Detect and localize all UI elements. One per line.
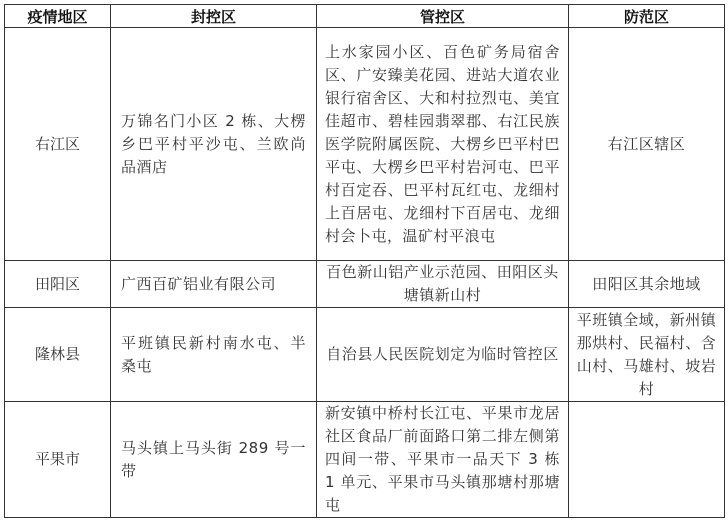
control-zone-cell: 自治县人民医院划定为临时管控区 [317, 308, 569, 402]
table-body [5, 28, 725, 518]
table-header [5, 5, 725, 28]
closed-zone-cell: 万锦名门小区 2 栋、大楞乡巴平村平沙屯、兰欧尚品酒店 [111, 28, 317, 261]
region-cell: 隆林县 [5, 308, 111, 402]
table-row [5, 261, 725, 308]
header-row [5, 5, 725, 28]
prevention-zone-cell: 田阳区其余地域 [569, 261, 725, 308]
closed-zone-cell: 广西百矿铝业有限公司 [111, 261, 317, 308]
prevention-zone-cell: 右江区辖区 [569, 28, 725, 261]
table-row [5, 402, 725, 518]
header-region: 疫情地区 [5, 5, 111, 28]
prevention-zone-cell [569, 402, 725, 518]
prevention-zone-cell: 平班镇全域，新州镇那烘村、民福村、含山村、马雄村、坡岩村 [569, 308, 725, 402]
table-row [5, 28, 725, 261]
control-zone-cell: 新安镇中桥村长江屯、平果市龙居社区食品厂前面路口第二排左侧第四间一带、平果市一品天下 3 栋 1 单元、平果市马头镇那塘村那塘屯 [317, 402, 569, 518]
header-control-zone: 管控区 [317, 5, 569, 28]
closed-zone-cell: 马头镇上马头街 289 号一带 [111, 402, 317, 518]
closed-zone-cell: 平班镇民新村南水屯、半桑屯 [111, 308, 317, 402]
control-zone-cell: 上水家园小区、百色矿务局宿舍区、广安臻美花园、进站大道农业银行宿舍区、大和村拉烈屯、美宜佳超市、碧桂园翡翠郡、右江民族医学院附属医院、大楞乡巴平村巴平屯、大楞乡巴平村岩河屯、巴平村百定吞、巴平村瓦红屯、龙细村上百居屯、龙细村下百居屯、龙细村会卜屯，温矿村平浪屯 [317, 28, 569, 261]
region-cell: 右江区 [5, 28, 111, 261]
region-cell: 平果市 [5, 402, 111, 518]
header-closed-zone: 封控区 [111, 5, 317, 28]
region-cell: 田阳区 [5, 261, 111, 308]
header-prevention-zone: 防范区 [569, 5, 725, 28]
control-zone-cell: 百色新山铝产业示范园、田阳区头塘镇新山村 [317, 261, 569, 308]
table-row [5, 308, 725, 402]
epidemic-zone-table [4, 4, 725, 518]
